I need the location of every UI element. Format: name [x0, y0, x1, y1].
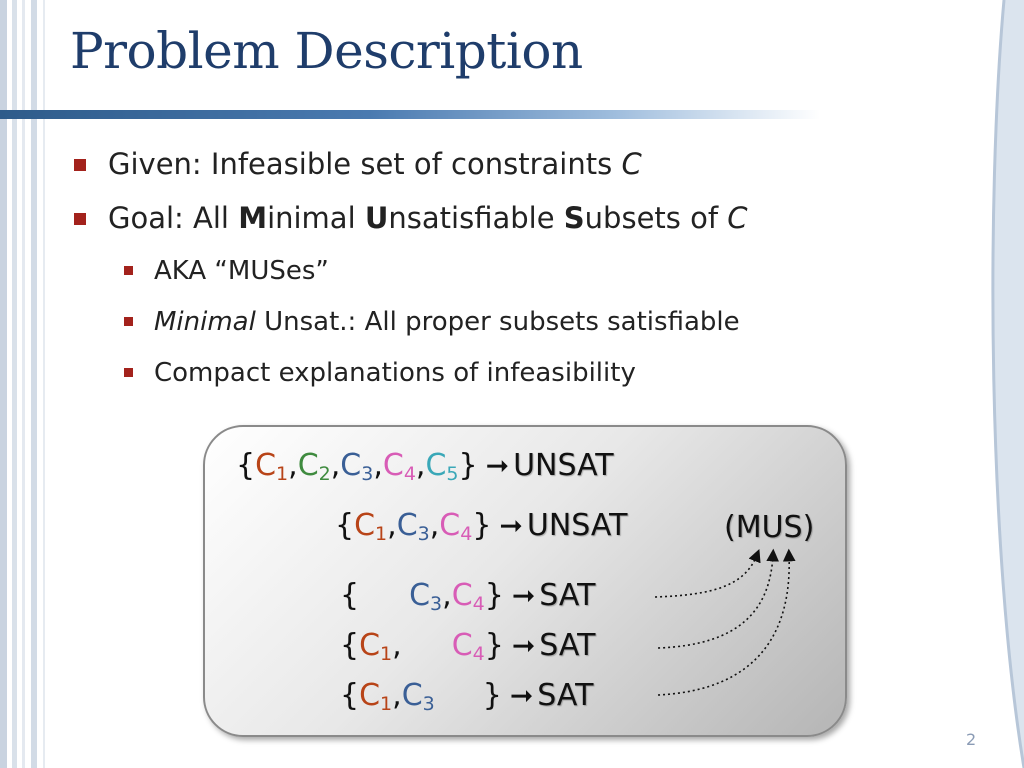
goal-nsat: nsatisfiable — [388, 201, 564, 235]
constraint-c1: $C_1$ — [354, 508, 388, 545]
open-brace: { — [340, 678, 360, 713]
mus-label: (MUS) — [724, 510, 815, 545]
goal-s: S — [563, 201, 585, 235]
sub-bullet-text: AKA “MUSes” — [154, 256, 329, 286]
page-title: Problem Description — [70, 22, 583, 80]
close-brace: } — [484, 628, 504, 663]
comma: , — [442, 578, 452, 613]
constraint-c3: $C_3$ — [409, 578, 443, 615]
given-text: Given: Infeasible set of constraints — [108, 147, 622, 181]
open-brace: { — [340, 628, 360, 663]
given-var: C — [621, 147, 642, 181]
right-arrow-icon: ➞ — [511, 629, 536, 662]
sub-bullet-text: Unsat.: All proper subsets satisfiable — [255, 307, 740, 337]
close-brace: } — [484, 578, 504, 613]
comma: , — [392, 678, 402, 713]
close-brace: } — [472, 508, 492, 543]
result-sat: SAT — [539, 628, 596, 663]
right-arrow-icon: ➞ — [509, 679, 534, 712]
open-brace: { — [236, 448, 256, 483]
comma: , — [387, 508, 397, 543]
goal-var: C — [727, 201, 748, 235]
comma: , — [392, 628, 402, 663]
page-number: 2 — [966, 730, 977, 749]
goal-prefix: Goal: All — [108, 201, 239, 235]
open-brace: { — [335, 508, 355, 543]
constraint-c1: $C_1$ — [359, 678, 393, 715]
constraint-c3: $C_3$ — [340, 448, 374, 485]
result-sat: SAT — [539, 578, 596, 613]
constraint-c4: $C_4$ — [451, 578, 485, 615]
comma: , — [429, 508, 440, 543]
open-brace: { — [340, 578, 360, 613]
goal-ubsets: ubsets of — [584, 201, 728, 235]
close-brace: } — [482, 678, 502, 713]
goal-u: U — [364, 201, 389, 235]
constraint-c3: $C_3$ — [396, 508, 430, 545]
comma: , — [373, 448, 383, 483]
sub-bullet-text: Compact explanations of infeasibility — [154, 358, 636, 388]
sub-bullet-italic: Minimal — [154, 307, 256, 337]
constraint-c4: $C_4$ — [382, 448, 416, 485]
result-unsat: UNSAT — [513, 448, 614, 483]
dotted-arrow-1 — [655, 555, 757, 597]
comma: , — [330, 448, 341, 483]
right-arrow-icon: ➞ — [499, 509, 523, 542]
right-arrow-icon: ➞ — [485, 449, 510, 482]
constraint-c5: $C_5$ — [425, 448, 459, 485]
right-arrow-icon: ➞ — [511, 579, 536, 612]
goal-m: M — [238, 201, 268, 235]
dotted-arrow-2 — [658, 555, 773, 648]
result-sat: SAT — [537, 678, 594, 713]
result-unsat: UNSAT — [526, 508, 628, 543]
constraint-c3: $C_3$ — [401, 678, 435, 715]
goal-inimal: inimal — [267, 201, 365, 235]
constraint-c2: $C_2$ — [297, 448, 331, 485]
comma: , — [288, 448, 298, 483]
close-brace: } — [458, 448, 478, 483]
constraint-c1: $C_1$ — [255, 448, 289, 485]
comma: , — [415, 448, 426, 483]
constraint-c1: $C_1$ — [359, 628, 393, 665]
constraint-c4: $C_4$ — [439, 508, 473, 545]
constraint-c4: $C_4$ — [451, 628, 485, 665]
